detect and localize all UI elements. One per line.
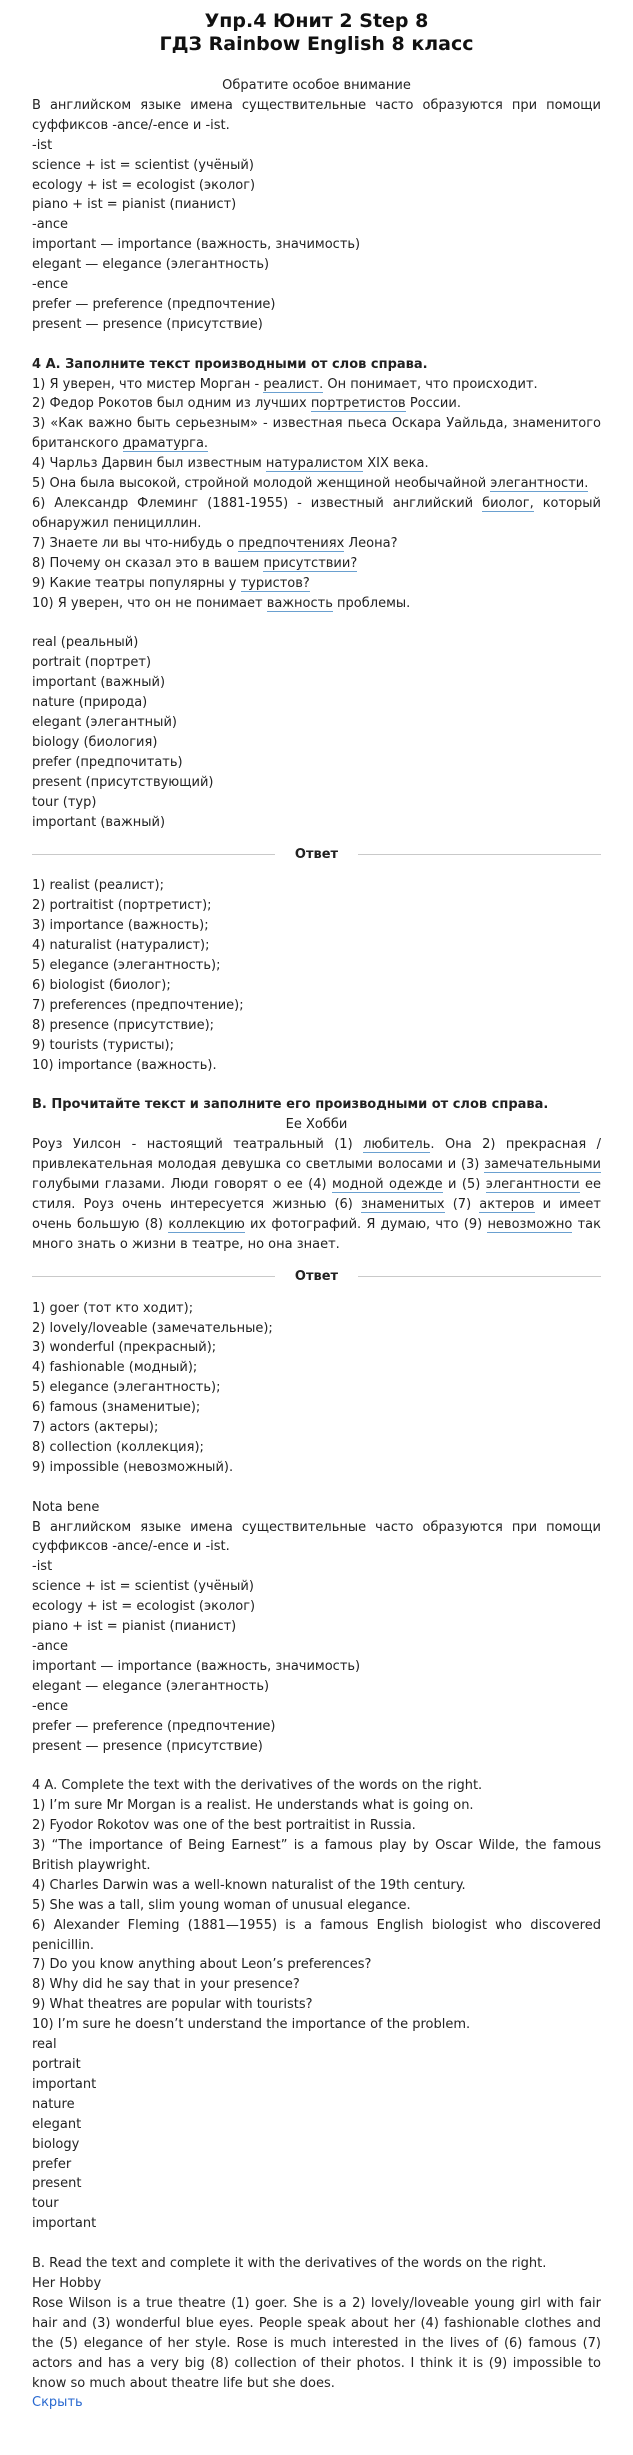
notice-line: -ence (32, 277, 69, 293)
sentence-en-7: 7) Do you know anything about Leon’s preferences? (32, 1957, 372, 1973)
nota-intro: В английском языке имена существительные часто образуются при помощи суффиксов -ance/-ence и -ist. (32, 1519, 601, 1555)
word-hint: prefer (предпочитать) (32, 754, 183, 770)
answer-item: 8) presence (присутствие); (32, 1017, 215, 1033)
word-hint: tour (тур) (32, 794, 97, 810)
answer-item: 9) tourists (туристы); (32, 1037, 174, 1053)
divider-line (32, 854, 275, 855)
answer-word: элегантности (485, 1176, 580, 1192)
task-b-ru-section (32, 1095, 601, 1254)
task-b-en-section (32, 2254, 601, 2393)
nota-heading: Nota bene (32, 1499, 100, 1515)
hide-link[interactable]: Скрыть (32, 2395, 83, 2411)
word-hint: biology (биология) (32, 734, 158, 750)
word-hint-en: prefer (32, 2156, 72, 2172)
sentence-en-1: 1) I’m sure Mr Morgan is a realist. He understands what is going on. (32, 1798, 474, 1814)
answer-word: знаменитых (360, 1196, 445, 1212)
answer-word: любитель (363, 1137, 431, 1153)
sentence-en-10: 10) I’m sure he doesn’t understand the importance of the problem. (32, 2017, 471, 2033)
word-hint: important (важный) (32, 675, 166, 691)
answer-item: 6) famous (знаменитые); (32, 1400, 201, 1416)
title-line-2: ГДЗ Rainbow English 8 класс (159, 33, 474, 55)
answer-item: 2) portraitist (портретист); (32, 898, 212, 914)
word-hint-en: nature (32, 2096, 75, 2112)
nota-line: prefer — preference (предпочтение) (32, 1718, 276, 1734)
task-b-en-subtitle: Her Hobby (32, 2275, 102, 2291)
word-hint: portrait (портрет) (32, 655, 152, 671)
notice-line: elegant — elegance (элегантность) (32, 257, 270, 273)
answer-item: 7) actors (актеры); (32, 1420, 159, 1436)
answer-label: Ответ (294, 846, 339, 862)
sentence-6: 6) Александр Флеминг (1881-1955) - известный английский биолог, который обнаружил пенициллин. (32, 496, 601, 531)
answer-word: драматурга. (122, 436, 209, 452)
word-hint: elegant (элегантный) (32, 714, 177, 730)
sentence-4: 4) Чарльз Дарвин был известным натуралистом XIX века. (32, 456, 429, 472)
nota-line: piano + ist = pianist (пианист) (32, 1619, 237, 1635)
notice-line: important — importance (важность, значимость) (32, 237, 361, 253)
answer-item: 4) fashionable (модный); (32, 1360, 198, 1376)
answer-word: натуралистом (265, 456, 364, 472)
notice-section (32, 76, 601, 335)
word-hint-en: tour (32, 2196, 59, 2212)
task-a-en-heading: 4 A. Complete the text with the derivatives of the words on the right. (32, 1778, 483, 1794)
task-b-ru-text: Роуз Уилсон - настоящий театральный (1) любитель. Она 2) прекрасная / привлекательная молодая девушка со светлыми волосами и (3) замечательными голубыми глазами. Люди говорят о ее (4) модной одежде и (5) элегантности ее стиля. Роуз очень интересуется жизнью (6) знаменитых (7) актеров и имеет очень большую (8) коллекцию их фотографий. Я думаю, что (9) невозможно так много знать о жизни в театре, но она знает. (32, 1137, 602, 1252)
answer-item: 1) realist (реалист); (32, 878, 164, 894)
task-b-en-text: Rose Wilson is a true theatre (1) goer. She is a 2) lovely/loveable young girl with fair hair and (3) wonderful blue eyes. People speak about her (4) fashionable clothes and the (5) elegance of her style. Rose is much interested in the lives of (6) famous (7) actors and has a very big (8) collection of their photos. I think it is (9) impossible to know so much about theatre life but she does. (32, 2295, 601, 2391)
answer-item: 3) wonderful (прекрасный); (32, 1340, 217, 1356)
word-hint-en: elegant (32, 2116, 82, 2132)
answer-divider (32, 1259, 601, 1295)
answer-item: 9) impossible (невозможный). (32, 1459, 234, 1475)
nota-bene-section (32, 1498, 601, 1757)
word-hint-en: important (32, 2216, 97, 2232)
nota-line: important — importance (важность, значимость) (32, 1658, 361, 1674)
title-line-1: Упр.4 Юнит 2 Step 8 (204, 10, 429, 32)
divider-line (358, 854, 601, 855)
answer-label: Ответ (294, 1269, 339, 1285)
sentence-en-3: 3) “The importance of Being Earnest” is a famous play by Oscar Wilde, the famous British playwright. (32, 1838, 601, 1873)
nota-line: elegant — elegance (элегантность) (32, 1678, 270, 1694)
sentence-10: 10) Я уверен, что он не понимает важность проблемы. (32, 595, 411, 611)
answer-divider (32, 836, 601, 872)
answer-item: 2) lovely/loveable (замечательные); (32, 1320, 273, 1336)
answer-word: присутствии? (263, 555, 358, 571)
sentence-7: 7) Знаете ли вы что-нибудь о предпочтениях Леона? (32, 535, 398, 551)
answer-item: 8) collection (коллекция); (32, 1439, 204, 1455)
task-a-en-section (32, 1776, 601, 2234)
notice-line: ecology + ist = ecologist (эколог) (32, 177, 256, 193)
answer-item: 3) importance (важность); (32, 918, 209, 934)
sentence-en-5: 5) She was a tall, slim young woman of unusual elegance. (32, 1897, 411, 1913)
answer-word: важность (266, 595, 333, 611)
sentence-en-9: 9) What theatres are popular with tourists? (32, 1997, 313, 2013)
word-hint-en: real (32, 2037, 57, 2053)
page-title (32, 10, 601, 56)
sentence-1: 1) Я уверен, что мистер Морган - реалист. Он понимает, что происходит. (32, 376, 538, 392)
word-hint-en: important (32, 2076, 97, 2092)
answer-word: невозможно (487, 1216, 573, 1232)
notice-line: -ance (32, 217, 69, 233)
answer-word: портретистов (310, 396, 406, 412)
answer-item: 6) biologist (биолог); (32, 977, 171, 993)
nota-line: ecology + ist = ecologist (эколог) (32, 1599, 256, 1615)
word-hint: present (присутствующий) (32, 774, 214, 790)
sentence-en-8: 8) Why did he say that in your presence? (32, 1977, 300, 1993)
task-b-en-heading: B. Read the text and complete it with the derivatives of the words on the right. (32, 2256, 547, 2272)
word-hint-en: biology (32, 2136, 80, 2152)
task-a-ru-section (32, 355, 601, 833)
answer-word: коллекцию (168, 1216, 245, 1232)
notice-line: -ist (32, 137, 53, 153)
answer-word: предпочтениях (238, 535, 345, 551)
answer-word: актеров (479, 1196, 535, 1212)
task-b-ru-heading: В. Прочитайте текст и заполните его производными от слов справа. (32, 1097, 549, 1113)
nota-line: -ance (32, 1639, 69, 1654)
answers-b (32, 1299, 601, 1478)
sentence-8: 8) Почему он сказал это в вашем присутствии? (32, 555, 358, 571)
sentence-2: 2) Федор Рокотов был одним из лучших портретистов России. (32, 396, 461, 412)
answer-item: 7) preferences (предпочтение); (32, 997, 244, 1013)
answer-word: элегантности. (490, 476, 589, 492)
word-hint: nature (природа) (32, 695, 148, 711)
notice-line: science + ist = scientist (учёный) (32, 157, 254, 173)
answer-word: реалист. (263, 376, 324, 392)
word-hint-en: portrait (32, 2057, 81, 2073)
sentence-en-4: 4) Charles Darwin was a well-known naturalist of the 19th century. (32, 1877, 466, 1893)
sentence-5: 5) Она была высокой, стройной молодой женщиной необычайной элегантности. (32, 476, 589, 492)
task-a-ru-heading: 4 А. Заполните текст производными от слов справа. (32, 356, 428, 372)
answer-word: биолог, (482, 496, 534, 512)
answer-item: 5) elegance (элегантность); (32, 1380, 221, 1396)
sentence-9: 9) Какие театры популярны у туристов? (32, 575, 310, 591)
answer-item: 4) naturalist (натуралист); (32, 938, 210, 954)
nota-line: present — presence (присутствие) (32, 1738, 263, 1754)
answers-a (32, 876, 601, 1075)
notice-line: present — presence (присутствие) (32, 316, 263, 332)
notice-intro: В английском языке имена существительные часто образуются при помощи суффиксов -ance/-ence и -ist. (32, 97, 601, 133)
sentence-3: 3) «Как важно быть серьезным» - известная пьеса Оскара Уайльда, знаменитого британского драматурга. (32, 416, 601, 452)
divider-line (358, 1276, 601, 1277)
divider-line (32, 1276, 275, 1277)
answer-item: 5) elegance (элегантность); (32, 958, 221, 974)
nota-line: science + ist = scientist (учёный) (32, 1579, 254, 1595)
task-b-ru-subtitle: Ее Хобби (285, 1117, 348, 1133)
nota-line: -ist (32, 1559, 53, 1575)
word-hint-en: present (32, 2176, 82, 2192)
notice-line: piano + ist = pianist (пианист) (32, 197, 237, 213)
answer-word: модной одежде (331, 1176, 443, 1192)
notice-line: prefer — preference (предпочтение) (32, 296, 276, 312)
answer-word: замечательными (484, 1157, 601, 1173)
sentence-en-2: 2) Fyodor Rokotov was one of the best portraitist in Russia. (32, 1818, 416, 1834)
nota-line: -ence (32, 1698, 69, 1714)
answer-item: 10) importance (важность). (32, 1057, 217, 1073)
answer-word: туристов? (240, 575, 310, 591)
word-hint: real (реальный) (32, 635, 139, 651)
word-hint: important (важный) (32, 814, 166, 830)
answer-item: 1) goer (тот кто ходит); (32, 1300, 194, 1316)
notice-heading: Обратите особое внимание (222, 78, 411, 93)
sentence-en-6: 6) Alexander Fleming (1881—1955) is a famous English biologist who discovered penicillin. (32, 1917, 601, 1953)
